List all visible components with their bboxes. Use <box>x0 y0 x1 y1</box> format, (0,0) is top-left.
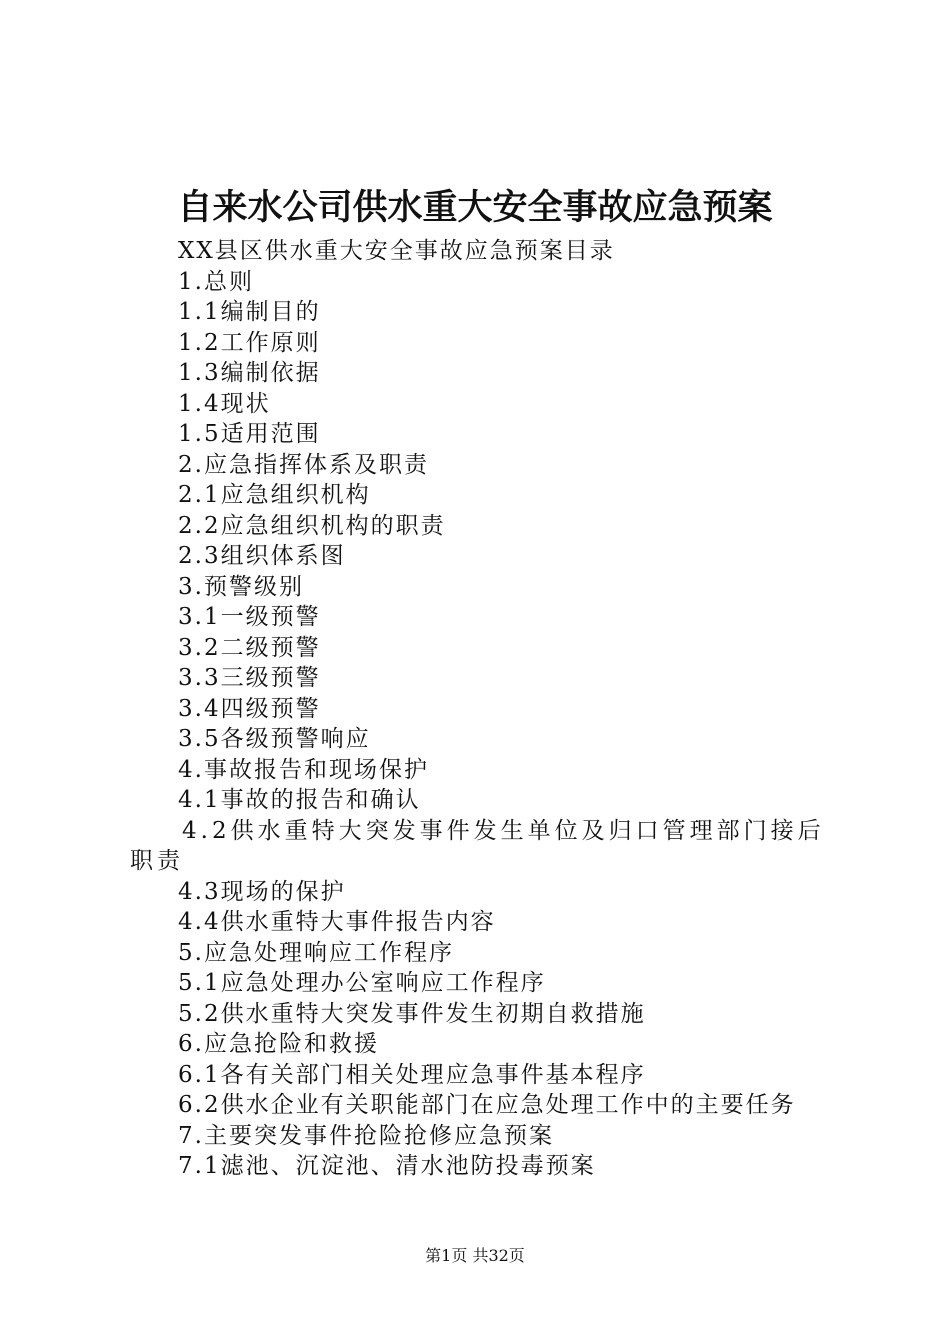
toc-item: 3.预警级别 <box>178 573 304 600</box>
toc-item: 4.4供水重特大事件报告内容 <box>178 909 496 935</box>
toc-item: 2.应急指挥体系及职责 <box>178 451 429 478</box>
toc-item: 2.3组织体系图 <box>178 543 346 569</box>
toc-item: 5.应急处理响应工作程序 <box>178 939 454 966</box>
toc-item: 2.1应急组织机构 <box>178 482 371 508</box>
toc-item: 5.1应急处理办公室响应工作程序 <box>178 970 546 996</box>
toc-item: 4.1事故的报告和确认 <box>178 787 421 813</box>
toc-item: 2.2应急组织机构的职责 <box>178 512 446 539</box>
page-footer: 第1页 共32页 <box>425 1246 525 1265</box>
toc-item: 1.总则 <box>178 268 254 295</box>
toc-item: 7.主要突发事件抢险抢修应急预案 <box>178 1122 554 1149</box>
toc-item: 1.1编制目的 <box>178 299 321 325</box>
toc-item: 3.2二级预警 <box>178 634 321 661</box>
toc-item: 6.应急抢险和救援 <box>178 1031 379 1057</box>
table-of-contents <box>130 236 830 1182</box>
toc-item: 3.4四级预警 <box>178 695 321 722</box>
toc-item: 1.2工作原则 <box>178 329 321 356</box>
toc-item: 4.事故报告和现场保护 <box>178 756 429 783</box>
document-title: 自来水公司供水重大安全事故应急预案 <box>177 188 773 228</box>
toc-heading: XX县区供水重大安全事故应急预案目录 <box>178 238 615 264</box>
toc-items-group <box>130 877 830 1182</box>
toc-item: 1.3编制依据 <box>178 360 321 386</box>
toc-item: 6.1各有关部门相关处理应急事件基本程序 <box>178 1061 646 1088</box>
toc-item: 1.5适用范围 <box>178 421 321 447</box>
toc-item: 4.3现场的保护 <box>178 878 346 905</box>
toc-item: 4.2供水重特大突发事件发生单位及归口管理部门接后职责 <box>130 817 825 874</box>
toc-item: 5.2供水重特大突发事件发生初期自救措施 <box>178 1000 646 1027</box>
toc-items-group <box>130 267 830 816</box>
toc-item: 7.1滤池、沉淀池、清水池防投毒预案 <box>178 1153 596 1179</box>
toc-item: 1.4现状 <box>178 390 271 417</box>
toc-item: 3.5各级预警响应 <box>178 726 371 752</box>
toc-item: 3.3三级预警 <box>178 665 321 691</box>
toc-item: 3.1一级预警 <box>178 604 321 630</box>
toc-item: 6.2供水企业有关职能部门在应急处理工作中的主要任务 <box>178 1092 796 1118</box>
